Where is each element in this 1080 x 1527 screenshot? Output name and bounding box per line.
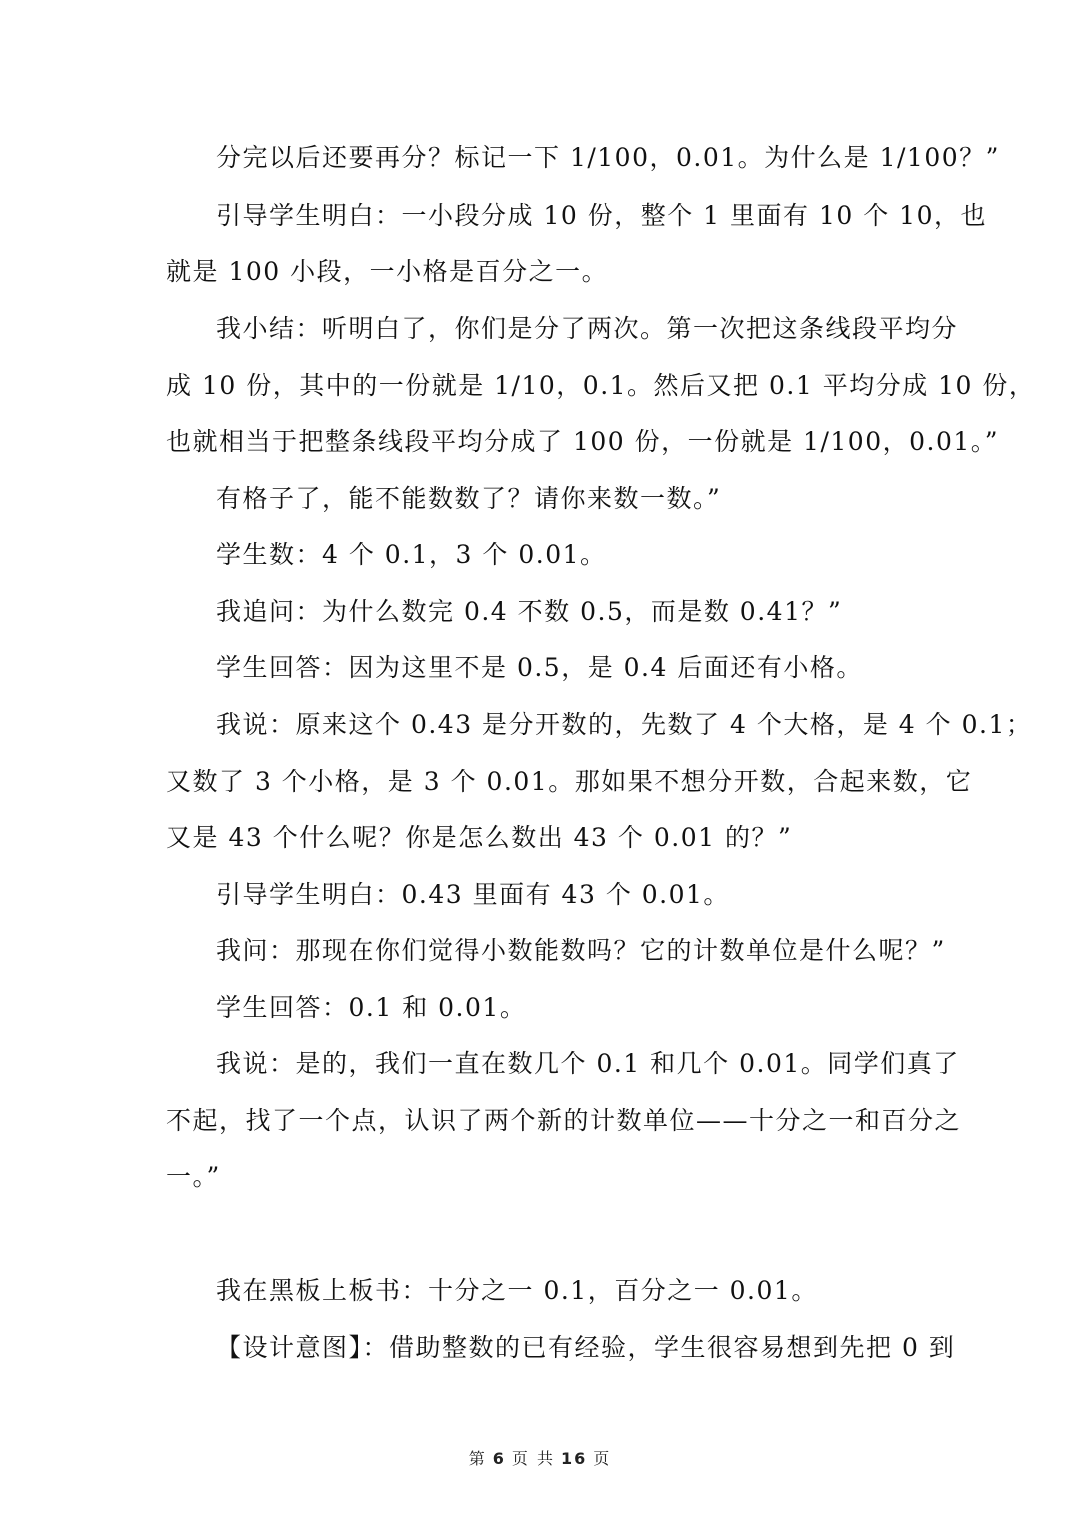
footer-middle: 页 共: [511, 1449, 555, 1468]
paragraph-line: 不起，找了一个点，认识了两个新的计数单位——十分之一和百分之: [166, 1106, 962, 1135]
paragraph-line: 分完以后还要再分？标记一下 1/100，0.01。为什么是 1/100？”: [216, 143, 1000, 172]
paragraph-line: 又是 43 个什么呢？你是怎么数出 43 个 0.01 的？”: [166, 823, 793, 852]
paragraph-line: 引导学生明白：一小段分成 10 份，整个 1 里面有 10 个 10，也: [216, 201, 987, 230]
paragraph-line: 也就相当于把整条线段平均分成了 100 份，一份就是 1/100，0.01。”: [166, 427, 1000, 456]
footer-prefix: 第: [468, 1449, 487, 1468]
paragraph-line: 学生回答：因为这里不是 0.5，是 0.4 后面还有小格。: [216, 653, 863, 682]
paragraph-line: 就是 100 小段，一小格是百分之一。: [166, 257, 609, 286]
current-page-number: 6: [492, 1449, 506, 1468]
footer-suffix: 页: [593, 1449, 612, 1468]
paragraph-line: 我在黑板上板书：十分之一 0.1，百分之一 0.01。: [216, 1276, 818, 1305]
paragraph-line: 我说：原来这个 0.43 是分开数的，先数了 4 个大格，是 4 个 0.1；: [216, 710, 1033, 739]
paragraph-line: 学生数：4 个 0.1，3 个 0.01。: [216, 540, 607, 569]
paragraph-line: 【设计意图】：借助整数的已有经验，学生很容易想到先把 0 到: [216, 1333, 956, 1362]
paragraph-line: 有格子了，能不能数数了？请你来数一数。”: [216, 484, 722, 513]
total-page-count: 16: [560, 1449, 588, 1468]
paragraph-line: 我追问：为什么数完 0.4 不数 0.5，而是数 0.41？”: [216, 597, 843, 626]
paragraph-line: 我说：是的，我们一直在数几个 0.1 和几个 0.01。同学们真了: [216, 1049, 960, 1078]
page-footer: [0, 1446, 1080, 1469]
paragraph-line: 引导学生明白：0.43 里面有 43 个 0.01。: [216, 880, 730, 909]
paragraph-line: 学生回答：0.1 和 0.01。: [216, 993, 527, 1022]
paragraph-line: 一。”: [166, 1162, 221, 1191]
paragraph-line: 我问：那现在你们觉得小数能数吗？它的计数单位是什么呢？”: [216, 936, 946, 965]
paragraph-line: 我小结：听明白了，你们是分了两次。第一次把这条线段平均分: [216, 314, 959, 343]
paragraph-line: 又数了 3 个小格，是 3 个 0.01。那如果不想分开数，合起来数，它: [166, 767, 973, 796]
paragraph-line: 成 10 份，其中的一份就是 1/10，0.1。然后又把 0.1 平均分成 10 份，: [166, 371, 1036, 400]
